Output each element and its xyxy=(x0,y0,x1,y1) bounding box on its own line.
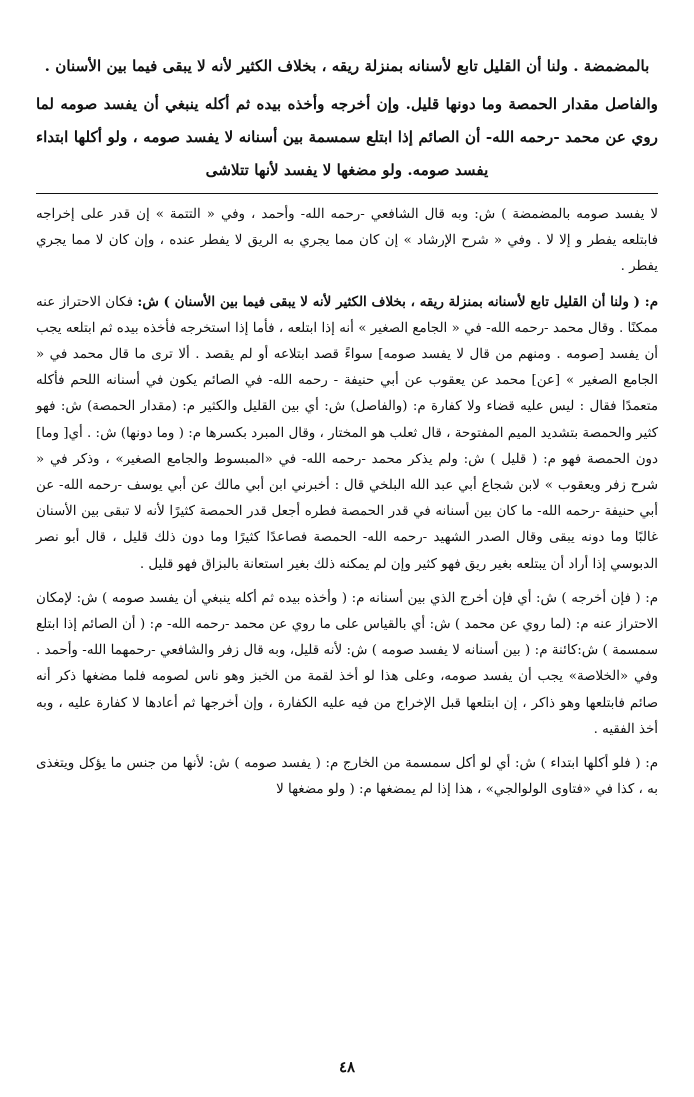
page-number: ٤٨ xyxy=(338,1058,356,1076)
divider-rule xyxy=(36,193,658,194)
commentary xyxy=(36,202,658,803)
main-text-paragraph-1: بالمضمضة . ولنا أن القليل تابع لأسنانه بمنزلة ريقه ، بخلاف الكثير لأنه لا يبقى فيما بين الأسنان . xyxy=(44,57,650,75)
main-text xyxy=(36,50,658,187)
commentary-lead-quote: م: ( ولنا أن القليل تابع لأسنانه بمنزلة ريقه ، بخلاف الكثير لأنه لا يبقى فيما بين الأسنان ) ش: xyxy=(137,293,658,310)
book-page xyxy=(36,50,658,811)
commentary-paragraph-3: م: ( فإن أخرجه ) ش: أي فإن أخرج الذي بين أسنانه م: ( وأخذه بيده ثم أكله ينبغي أن يفسد صومه ) ش: لإمكان الاحتراز عنه م: (لما روي عن محمد ) ش: أي بالقياس على ما روي عن محمد -رحمه الله- م: ( أن الصائم إذا ابتلع سمسمة ) ش:كائنة م: ( بين أسنانه لا يفسد صومه ) ش: لأنه قليل، وبه قال زفر والشافعي -رحمهما الله- وأحمد . وفي «الخلاصة» يجب أن يفسد صومه، وعلى هذا لو أخذ لقمة من الخبز وهو ناس لصومه فلما مضغها ذكر أنه صائم فابتلعها وهو ذاكر ، إن ابتلعها قبل الإخراج من فيه عليه الكفارة ، وإن أخرجها ثم أعادها لا كفارة عليه ، وبه أخذ الفقيه . xyxy=(36,590,658,737)
commentary-paragraph-2-body: فكان الاحتراز عنه ممكنًا . وقال محمد -رحمه الله- في « الجامع الصغير » أنه إذا ابتلعه ، فأما إذا استخرجه فأخذه بيده ثم ابتلعه يجب أن يفسد [صومه . ومنهم من قال لا يفسد صومه] سواءً قصد ابتلاعه أو لم يقصد . ألا ترى ما قال محمد في « الجامع الصغير » [عن] محمد عن يعقوب عن أبي حنيفة - رحمه الله- في الصائم يكون في أسنانه اللحم فأكله متعمدًا فقال : ليس عليه قضاء ولا كفارة م: (والفاصل) ش: أي بين القليل والكثير م: (مقدار الحمصة) ش: فهو كثير والحمصة بتشديد الميم المفتوحة ، قال ثعلب هو المختار ، وقال المبرد بكسرها م: ( وما دونها) ش: . أي[ وما] دون الحمصة فهو م: ( قليل ) ش: ولم يذكر محمد -رحمه الله- في «المبسوط والجامع الصغير» ، وذكر في « شرح زفر ويعقوب » لابن شجاع أبي عبد الله البلخي قال : أخبرني ابن أبي مالك عن أبي يوسف -رحمه الله- عن أبي حنيفة -رحمه الله- ما كان بين أسنانه في قدر الحمصة فطره أجعل قدر الحمصة كثيرًا لأنه لا تبقى بين الأسنان غالبًا وما دونه يبقى وقال الصدر الشهيد -رحمه الله- الحمصة فصاعدًا كثيرًا وما دون ذلك قليل ، قال أبو نصر الدبوسي إذا أراد أن يبتلعه بغير ريق فهو كثير وإن لم يمكنه ذلك بغير استعانة بالبزاق فهو قليل . xyxy=(36,294,658,572)
commentary-paragraph-2 xyxy=(36,289,658,578)
commentary-paragraph-4: م: ( فلو أكلها ابتداء ) ش: أي لو أكل سمسمة من الخارج م: ( يفسد صومه ) ش: لأنها من جنس ما يؤكل ويتغذى به ، كذا في «فتاوى الولوالجي» ، هذا إذا لم يمضغها م: ( ولو مضغها لا xyxy=(36,756,658,798)
commentary-paragraph-1: لا يفسد صومه بالمضمضة ) ش: وبه قال الشافعي -رحمه الله- وأحمد ، وفي « التتمة » إن قدر على إخراجه فابتلعه يفطر و إلا لا . وفي « شرح الإرشاد » إن كان مما يجري به الريق لا يفطر عنده ، وإن كان لا مما يجري يفطر . xyxy=(36,207,658,275)
main-text-paragraph-2: والفاصل مقدار الحمصة وما دونها قليل. وإن أخرجه وأخذه بيده ثم أكله ينبغي أن يفسد صومه لما روي عن محمد -رحمه الله- أن الصائم إذا ابتلع سمسمة بين أسنانه لا يفسد صومه ، ولو أكلها ابتداء يفسد صومه. ولو مضغها لا يفسد لأنها تتلاشى xyxy=(36,95,658,179)
